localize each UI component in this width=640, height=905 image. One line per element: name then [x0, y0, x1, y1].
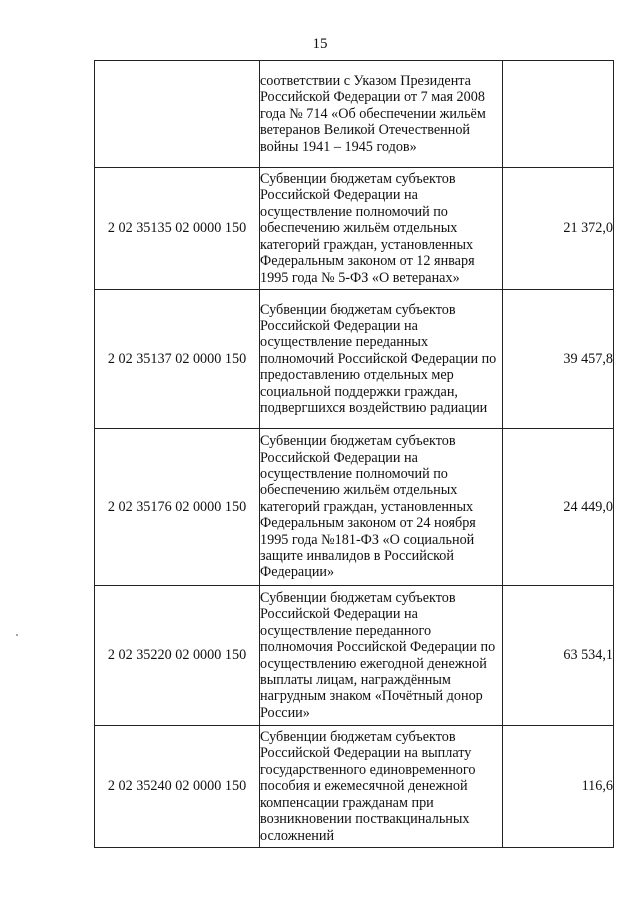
table-row: [95, 168, 614, 290]
budget-name-cell: Субвенции бюджетам субъектов Российской Федерации на осуществление полномочий по обеспечению жильём отдельных категорий граждан, установленных Федеральным законом от 12 января 1995 года № 5-ФЗ «О ветеранах»: [260, 168, 503, 290]
budget-code-cell: 2 02 35176 02 0000 150: [95, 429, 260, 586]
table-row: [95, 290, 614, 429]
budget-amount-cell: [503, 61, 614, 168]
table-row: [95, 586, 614, 726]
budget-amount-cell: 63 534,1: [503, 586, 614, 726]
budget-name-cell: Субвенции бюджетам субъектов Российской Федерации на осуществление переданного полномочия Российской Федерации по осуществлению ежегодной денежной выплаты лицам, награждённым нагрудным знаком «Почётный донор России»: [260, 586, 503, 726]
budget-table: [94, 60, 614, 848]
budget-amount-cell: 21 372,0: [503, 168, 614, 290]
table-row: [95, 726, 614, 848]
budget-code-cell: 2 02 35220 02 0000 150: [95, 586, 260, 726]
budget-name-cell: Субвенции бюджетам субъектов Российской Федерации на осуществление полномочий по обеспечению жильём отдельных категорий граждан, установленных Федеральным законом от 24 ноября 1995 года №181-ФЗ «О социальной защите инвалидов в Российской Федерации»: [260, 429, 503, 586]
budget-amount-cell: 24 449,0: [503, 429, 614, 586]
budget-name-cell: Субвенции бюджетам субъектов Российской Федерации на выплату государственного единовременного пособия и ежемесячной денежной компенсации гражданам при возникновении поствакцинальных осложнений: [260, 726, 503, 848]
scan-speck: [16, 634, 18, 636]
budget-code-cell: 2 02 35135 02 0000 150: [95, 168, 260, 290]
budget-amount-cell: 116,6: [503, 726, 614, 848]
budget-code-cell: [95, 61, 260, 168]
budget-code-cell: 2 02 35240 02 0000 150: [95, 726, 260, 848]
budget-amount-cell: 39 457,8: [503, 290, 614, 429]
budget-name-cell: соответствии с Указом Президента Российской Федерации от 7 мая 2008 года № 714 «Об обеспечении жильём ветеранов Великой Отечественной войны 1941 – 1945 годов»: [260, 61, 503, 168]
table-row: [95, 61, 614, 168]
budget-code-cell: 2 02 35137 02 0000 150: [95, 290, 260, 429]
page-number: 15: [312, 36, 328, 52]
table-row: [95, 429, 614, 586]
budget-name-cell: Субвенции бюджетам субъектов Российской Федерации на осуществление переданных полномочий Российской Федерации по предоставлению отдельных мер социальной поддержки граждан, подвергшихся воздействию радиации: [260, 290, 503, 429]
